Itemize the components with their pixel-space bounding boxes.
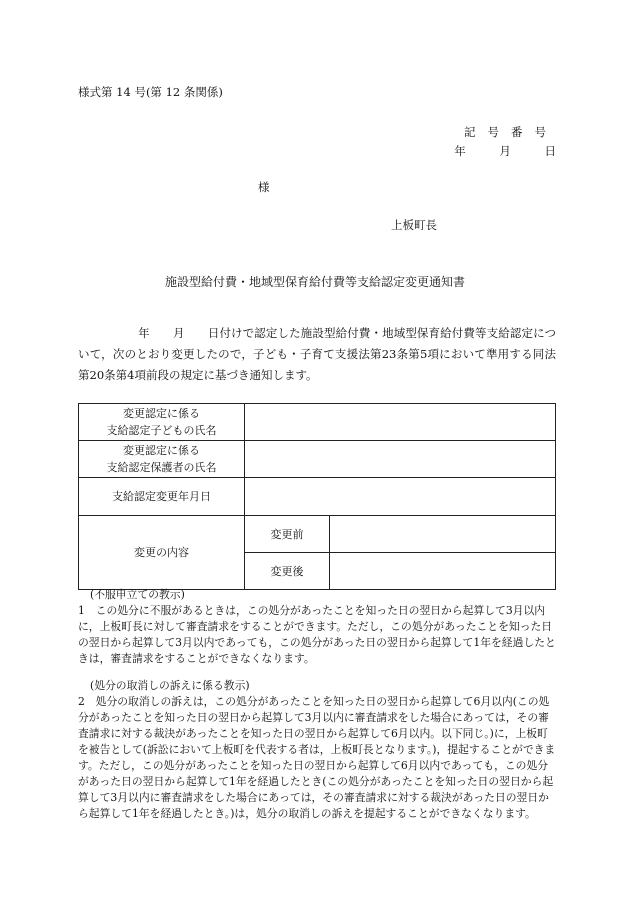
after-value — [330, 553, 556, 590]
child-name-value — [245, 404, 556, 441]
guardian-name-label-line1: 変更認定に係る — [123, 444, 200, 457]
change-content-label: 変更の内容 — [79, 516, 245, 590]
table-row — [79, 404, 556, 441]
objection-heading: (不服申立ての教示) — [90, 588, 185, 601]
document-title: 施設型給付費・地域型保育給付費等支給認定変更通知書 — [164, 275, 465, 289]
lawsuit-text: 2 処分の取消しの訴えは，この処分があったことを知った日の翌日から起算して6月以内(この処分があったことを知った日の翌日から起算して3月以内に審査請求をした場合にあっては，その審査請求に対する裁決があったことを知った日の翌日から起算して6月以内。以下同じ。)に，上板町を被告として(訴訟において上板町を代表する者は，上板町長となります。)，提起することができます。ただし，この処分があったことを知った日の翌日から起算して6月以内であっても，この処分があった日の翌日から起算して1年を経過したとき(この処分があったことを知った日の翌日から起算して3月以内に審査請求をした場合にあっては，その審査請求に対する裁決があった日の翌日から起算して1年を経過したとき。)は，処分の取消しの訴えを提起することができなくなります。 — [78, 695, 556, 820]
table-row — [79, 441, 556, 478]
change-details-table — [78, 403, 556, 590]
guardian-name-label — [79, 441, 245, 478]
form-number: 様式第 14 号(第 12 条関係) — [78, 85, 223, 99]
child-name-label-line2: 支給認定子どもの氏名 — [106, 424, 217, 437]
objection-text: 1 この処分に不服があるときは，この処分があったことを知った日の翌日から起算して3月以内に，上板町長に対して審査請求をすることができます。ただし，この処分があったことを知った日の翌日から起算して3月以内であっても，この処分があった日の翌日から起算して1年を経過したときは，審査請求をすることができなくなります。 — [78, 604, 556, 665]
guardian-name-value — [245, 441, 556, 478]
child-name-label-line1: 変更認定に係る — [123, 407, 200, 420]
table-row — [79, 516, 556, 553]
guardian-name-label-line2: 支給認定保護者の氏名 — [106, 461, 217, 474]
before-value — [330, 516, 556, 553]
sender-name: 上板町長 — [391, 218, 437, 232]
table-row — [79, 478, 556, 516]
objection-notice — [78, 587, 558, 667]
child-name-label — [79, 404, 245, 441]
notice-body — [78, 323, 556, 386]
reference-number-label: 記号番号 — [464, 125, 558, 139]
after-label: 変更後 — [245, 553, 330, 590]
notice-body-text: 年 月 日付けで認定した施設型給付費・地域型保育給付費等支給認定について，次のとおり変更したので，子ども・子育て支援法第23条第5項において準用する同法第20条第4項前段の規定に基づき通知します。 — [78, 326, 556, 382]
date-month: 月 — [499, 144, 513, 158]
issue-date — [440, 143, 558, 159]
change-date-value — [245, 478, 556, 516]
lawsuit-heading: (処分の取消しの訴えに係る教示) — [90, 679, 250, 692]
recipient-suffix: 様 — [258, 180, 270, 194]
date-day: 日 — [544, 144, 558, 158]
lawsuit-notice — [78, 678, 558, 822]
before-label: 変更前 — [245, 516, 330, 553]
date-year: 年 — [454, 144, 468, 158]
change-date-label: 支給認定変更年月日 — [79, 478, 245, 516]
